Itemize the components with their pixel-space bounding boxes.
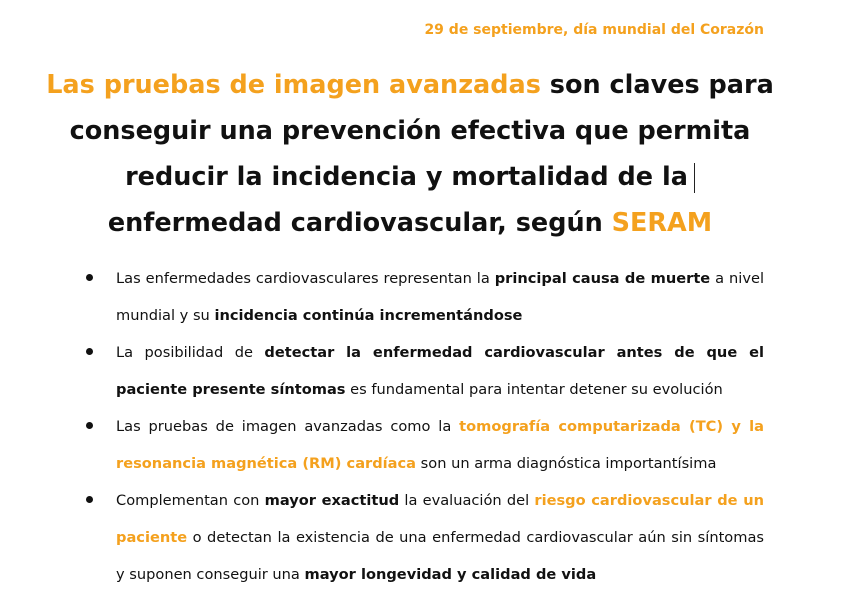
bullet-text: Las pruebas de imagen avanzadas como la xyxy=(116,418,460,435)
list-item xyxy=(86,482,764,593)
bullet-text: es fundamental para intentar detener su evolución xyxy=(345,381,723,398)
list-item xyxy=(86,260,764,334)
bullet-icon xyxy=(86,422,93,429)
headline-line1-rest: son claves para xyxy=(540,70,774,100)
headline xyxy=(40,62,780,246)
bullet-bold-text: principal causa de muerte xyxy=(494,270,711,287)
text-cursor xyxy=(694,163,695,193)
bullet-highlight-text: tomografía computarizada (TC) y la resonancia magnética (RM) cardíaca xyxy=(116,418,764,472)
bullet-bold-text: incidencia continúa incrementándose xyxy=(214,307,523,324)
bullet-text: Complementan con xyxy=(116,492,265,509)
bullet-text: o detectan la existencia de una enfermedad cardiovascular aún sin síntomas y suponen conseguir una xyxy=(116,529,764,583)
list-item xyxy=(86,334,764,408)
bullet-text: son un arma diagnóstica importantísima xyxy=(416,455,717,472)
headline-highlight: Las pruebas de imagen avanzadas xyxy=(46,70,541,100)
bullet-bold-text: mayor exactitud xyxy=(264,492,400,509)
list-item xyxy=(86,408,764,482)
bullet-icon xyxy=(86,274,93,281)
bullet-icon xyxy=(86,348,93,355)
dateline: 29 de septiembre, día mundial del Corazón xyxy=(424,22,764,38)
bullet-bold-text: mayor longevidad y calidad de vida xyxy=(304,566,597,583)
bullet-icon xyxy=(86,496,93,503)
bullet-text: La posibilidad de xyxy=(116,344,265,361)
headline-brand: SERAM xyxy=(611,208,713,238)
bullet-list xyxy=(86,260,764,593)
bullet-bold-text: detectar la enfermedad cardiovascular antes de que el paciente presente síntomas xyxy=(116,344,765,398)
headline-line2: conseguir una prevención efectiva que permita xyxy=(69,116,751,146)
bullet-highlight-text: riesgo cardiovascular de un paciente xyxy=(116,492,764,546)
headline-line4: enfermedad cardiovascular, según xyxy=(107,208,612,238)
bullet-text: la evaluación del xyxy=(399,492,535,509)
bullet-text: Las enfermedades cardiovasculares representan la xyxy=(116,270,495,287)
bullet-text: a nivel mundial y su xyxy=(116,270,765,324)
headline-line3: reducir la incidencia y mortalidad de la xyxy=(125,162,688,192)
